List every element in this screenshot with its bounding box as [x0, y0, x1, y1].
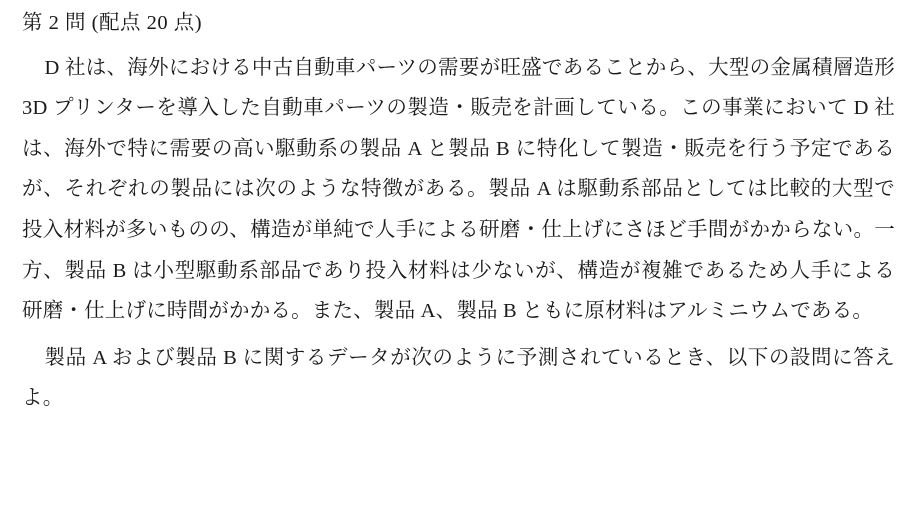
body-paragraph-1: D 社は、海外における中古自動車パーツの需要が旺盛であることから、大型の金属積層造形 3D プリンターを導入した自動車パーツの製造・販売を計画している。この事業において D 社は、海外で特に需要の高い駆動系の製品 A と製品 B に特化して製造・販売を行う予定であるが、それぞれの製品には次のような特徴がある。製品 A は駆動系部品としては比較的大型で投入材料が多いものの、構造が単純で人手による研磨・仕上げにさほど手間がかからない。一方、製品 B は小型駆動系部品であり投入材料は少ないが、構造が複雑であるため人手による研磨・仕上げに時間がかかる。また、製品 A、製品 B ともに原材料はアルミニウムである。 — [22, 56, 895, 323]
question-heading: 第 2 問 (配点 20 点) — [22, 12, 203, 34]
body-paragraph-2: 製品 A および製品 B に関するデータが次のように予測されているとき、以下の設問に答えよ。 — [22, 346, 895, 410]
